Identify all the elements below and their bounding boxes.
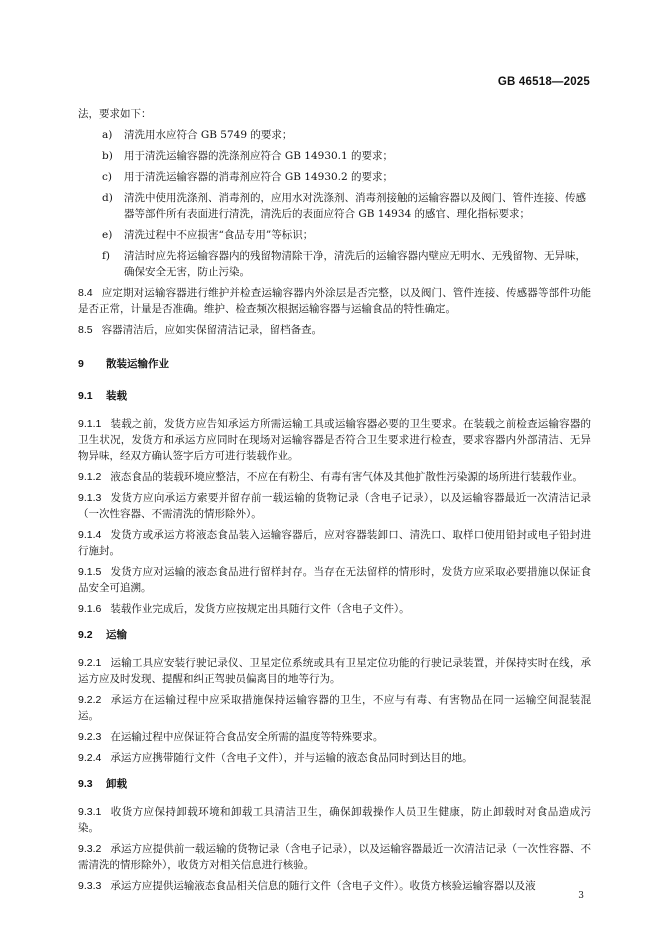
clause-text: 装载作业完成后，发货方应按规定出具随行文件（含电子文件）。 [110,603,410,615]
clause [78,416,591,464]
list-text: 清洁时应先将运输容器内的残留物清除干净，清洗后的运输容器内壁应无明水、无残留物、无异味，确保安全无害，防止污染。 [124,250,586,278]
list-text: 用于清洗运输容器的消毒剂应符合 GB 14930.2 的要求； [124,171,394,183]
clause-number: 9.2.2 [78,694,102,706]
list-label: c) [102,171,112,183]
clause-text: 承运方应提供运输液态食品相关信息的随行文件（含电子文件）。收货方核验运输容器以及液 [110,880,536,892]
section-number: 9 [78,358,84,370]
clause-number: 9.1.2 [78,471,102,483]
subsection-title: 卸载 [106,778,127,790]
clause [78,729,591,745]
page-number: 3 [578,891,584,901]
clause-text: 液态食品的装载环境应整洁，不应在有粉尘、有毒有害气体及其他扩散性污染源的场所进行装载作业。 [110,471,583,483]
clause [78,804,591,836]
clause-text: 容器清洁后，应如实保留清洁记录，留档备查。 [101,324,323,336]
clause [78,655,591,687]
section-title: 散装运输作业 [106,358,169,370]
clause-number: 9.3.1 [78,806,102,818]
document-body [78,106,591,899]
list-item [78,127,591,143]
clause-number: 8.5 [78,324,93,336]
clause [78,692,591,724]
clause-text: 装载之前，发货方应告知承运方所需运输工具或运输容器必要的卫生要求。在装载之前检查运输容器的卫生状况，发货方和承运方应同时在现场对运输容器是否符合卫生要求进行检查，要求容器内外部清洁、无异物异味，经双方确认签字后方可进行装载作业。 [78,418,591,462]
list-item [78,169,591,185]
list-label: f) [102,250,110,262]
clause [78,750,591,766]
clause-number: 9.3.3 [78,880,102,892]
clause-number: 9.1.1 [78,418,102,430]
clause-text: 承运方在运输过程中应采取措施保持运输容器的卫生，不应与有毒、有害物品在同一运输空间混装混运。 [78,694,591,722]
clause [78,878,591,894]
clause-text: 应定期对运输容器进行维护并检查运输容器内外涂层是否完整，以及阀门、管件连接、传感器等部件功能是否正常，计量是否准确。维护、检查频次根据运输容器与运输食品的特性确定。 [78,287,591,315]
list-text: 清洗用水应符合 GB 5749 的要求； [124,129,293,141]
clause-number: 9.1.5 [78,566,102,578]
list-item [78,190,591,222]
subsection-title: 装载 [106,390,127,402]
clause [78,490,591,522]
subsection-title: 运输 [106,629,127,641]
list-item [78,248,591,280]
clause-number: 9.2.3 [78,731,102,743]
clause [78,841,591,873]
clause-text: 发货方或承运方将液态食品装入运输容器后，应对容器装卸口、清洗口、取样口使用铅封或电子铅封进行施封。 [78,529,591,557]
intro-text: 法，要求如下： [78,108,152,120]
clause-text: 承运方应携带随行文件（含电子文件），并与运输的液态食品同时到达目的地。 [110,752,473,764]
list-label: e) [102,229,113,241]
clause-number: 9.1.4 [78,529,102,541]
subsection-number: 9.3 [78,778,93,790]
subsection-heading [78,776,591,792]
list-item [78,148,591,164]
clause [78,527,591,559]
list-text: 清洗过程中不应损害“食品专用”等标识； [124,229,314,241]
standard-id: GB 46518—2025 [497,76,590,88]
clause-number: 9.1.3 [78,492,102,504]
clause-number: 9.2.1 [78,657,102,669]
subsection-number: 9.1 [78,390,93,402]
clause [78,285,591,317]
list-item [78,227,591,243]
clause-text: 在运输过程中应保证符合食品安全所需的温度等特殊要求。 [110,731,384,743]
clause-number: 9.3.2 [78,843,102,855]
clause [78,564,591,596]
clause-text: 运输工具应安装行驶记录仪、卫星定位系统或具有卫星定位功能的行驶记录装置，并保持实时在线，承运方应及时发现、提醒和纠正驾驶员偏离目的地等行为。 [78,657,591,685]
section-heading [78,356,591,372]
list-label: a) [102,129,113,141]
subsection-heading [78,388,591,404]
list-label: b) [102,150,113,162]
clause-text: 发货方应向承运方索要并留存前一载运输的货物记录（含电子记录），以及运输容器最近一次清洁记录（一次性容器、不需清洗的情形除外）。 [78,492,591,520]
clause-text: 收货方应保持卸载环境和卸载工具清洁卫生，确保卸载操作人员卫生健康，防止卸载时对食品造成污染。 [78,806,591,834]
list-text: 清洗中使用洗涤剂、消毒剂的，应用水对洗涤剂、消毒剂接触的运输容器以及阀门、管件连接、传感器等部件所有表面进行清洗，清洗后的表面应符合 GB 14934 的感官、理化指标要求； [124,192,586,220]
clause-number: 9.2.4 [78,752,102,764]
clause [78,601,591,617]
list-label: d) [102,192,113,204]
clause [78,322,591,338]
requirements-list [78,127,591,280]
clause-number: 8.4 [78,287,93,299]
list-text: 用于清洗运输容器的洗涤剂应符合 GB 14930.1 的要求； [124,150,394,162]
subsection-heading [78,627,591,643]
subsection-number: 9.2 [78,629,93,641]
clause-number: 9.1.6 [78,603,102,615]
clause [78,469,591,485]
clause-text: 承运方应提供前一载运输的货物记录（含电子记录），以及运输容器最近一次清洁记录（一次性容器、不需清洗的情形除外），收货方对相关信息进行核验。 [78,843,591,871]
clause-text: 发货方应对运输的液态食品进行留样封存。当存在无法留样的情形时，发货方应采取必要措施以保证食品安全可追溯。 [78,566,591,594]
